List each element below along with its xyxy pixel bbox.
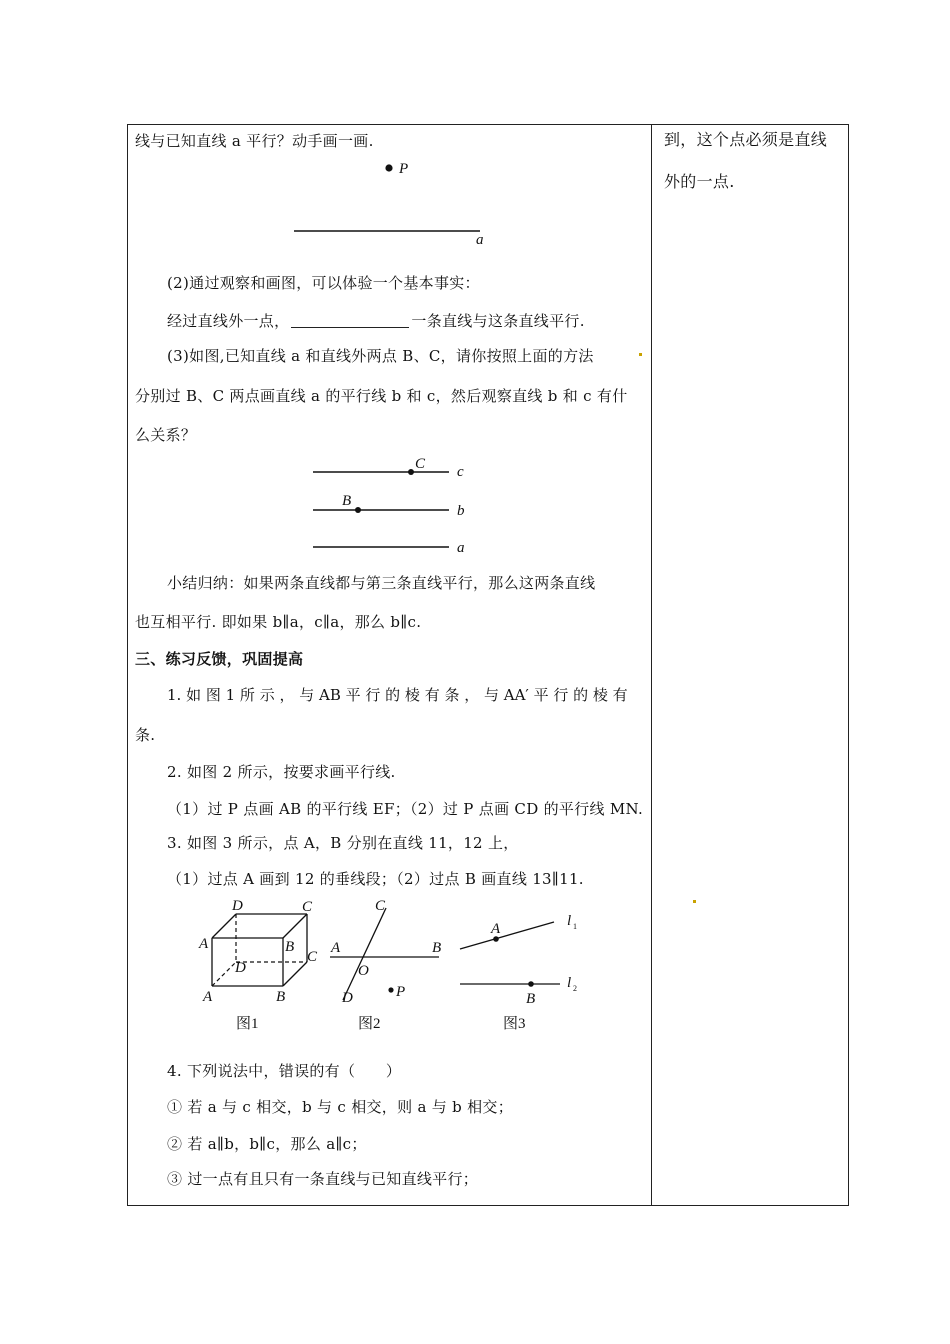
fig2-point-p	[388, 987, 393, 992]
question-4-option-1: ① 若 a 与 c 相交，b 与 c 相交，则 a 与 b 相交；	[167, 1098, 514, 1116]
fig1-label-B-mid: B	[285, 939, 295, 955]
right-note-line2: 外的一点.	[664, 172, 735, 191]
question-1-line2: 条.	[135, 726, 156, 744]
point-c	[408, 469, 414, 475]
fig3-label-A: A	[491, 921, 501, 937]
paragraph-8: 也互相平行. 即如果 b∥a，c∥a，那么 b∥c.	[135, 613, 422, 631]
point-p	[385, 164, 392, 171]
label-a2: a	[457, 540, 465, 556]
question-3: 3. 如图 3 所示，点 A，B 分别在直线 11，12 上，	[167, 834, 519, 852]
stray-dot	[639, 353, 642, 356]
question-4: 4. 下列说法中，错误的有（ ）	[167, 1062, 402, 1080]
figure-2-intersecting-lines	[325, 893, 455, 1038]
label-c: c	[457, 464, 464, 480]
paragraph-7: 小结归纳：如果两条直线都与第三条直线平行，那么这两条直线	[167, 574, 596, 592]
paragraph-2: (2)通过观察和画图，可以体验一个基本事实：	[167, 274, 480, 292]
question-2-sub: （1）过 P 点画 AB 的平行线 EF；（2）过 P 点画 CD 的平行线 MN.	[167, 800, 644, 818]
fig3-label-l1-sub: 1	[573, 922, 577, 931]
figure-3-lines-l1-l2	[455, 893, 605, 1038]
label-b: b	[457, 503, 465, 519]
column-divider	[651, 124, 652, 1205]
figure-3-caption: 图3	[503, 1016, 526, 1032]
fig3-point-a	[493, 936, 499, 942]
fig1-label-C-mid: C	[307, 949, 318, 965]
fig2-label-C: C	[375, 898, 386, 914]
label-B: B	[342, 493, 352, 509]
paragraph-4: (3)如图,已知直线 a 和直线外两点 B、C，请你按照上面的方法	[167, 347, 594, 365]
fig2-label-O: O	[358, 963, 369, 979]
answer-blank	[291, 313, 409, 328]
label-a: a	[476, 232, 484, 248]
right-note-line1: 到，这个点必须是直线	[664, 130, 828, 149]
fig1-label-D-mid: D	[235, 960, 246, 976]
figure-1-cuboid	[196, 893, 326, 1038]
stray-dot	[693, 900, 696, 903]
figure-point-p-line-a	[290, 155, 500, 250]
fig1-label-C-top: C	[302, 899, 313, 915]
fig1-label-A-bottom: A	[203, 989, 213, 1005]
fig1-label-B-bottom: B	[276, 989, 286, 1005]
fig1-label-D-top: D	[232, 898, 243, 914]
fig3-point-b	[528, 981, 534, 987]
question-2: 2. 如图 2 所示，按要求画平行线.	[167, 763, 396, 781]
fig1-label-A-mid: A	[199, 936, 209, 952]
paragraph-3	[167, 311, 585, 331]
question-4-option-3: ③ 过一点有且只有一条直线与已知直线平行；	[167, 1170, 479, 1188]
paragraph-1: 线与已知直线 a 平行？动手画一画.	[135, 132, 374, 150]
figure-parallel-lines	[305, 452, 485, 562]
p3-before: 经过直线外一点，	[167, 312, 290, 330]
paragraph-6: 么关系？	[135, 426, 197, 444]
label-C: C	[415, 456, 426, 472]
fig3-label-l2: l	[567, 975, 572, 991]
point-b	[355, 507, 361, 513]
section-3-heading: 三、练习反馈，巩固提高	[135, 650, 304, 668]
label-p: P	[399, 161, 409, 177]
fig2-label-B: B	[432, 940, 442, 956]
figure-1-caption: 图1	[236, 1016, 259, 1032]
fig2-label-P: P	[396, 984, 406, 1000]
paragraph-5: 分别过 B、C 两点画直线 a 的平行线 b 和 c，然后观察直线 b 和 c 有什	[135, 387, 628, 405]
question-4-option-2: ② 若 a∥b，b∥c，那么 a∥c；	[167, 1135, 367, 1153]
p3-after: 一条直线与这条直线平行.	[411, 312, 585, 330]
figure-2-caption: 图2	[358, 1016, 381, 1032]
fig3-label-B: B	[526, 991, 536, 1007]
fig2-label-A: A	[331, 940, 341, 956]
fig3-label-l1: l	[567, 913, 572, 929]
fig2-label-D: D	[342, 990, 353, 1006]
fig3-label-l2-sub: 2	[573, 984, 577, 993]
question-1-line1: 1. 如 图 1 所 示 ， 与 AB 平 行 的 棱 有 条 ， 与 AA′ 平 行 的 棱 有	[167, 686, 628, 704]
question-3-sub: （1）过点 A 画到 12 的垂线段；（2）过点 B 画直线 13∥11.	[167, 870, 584, 888]
